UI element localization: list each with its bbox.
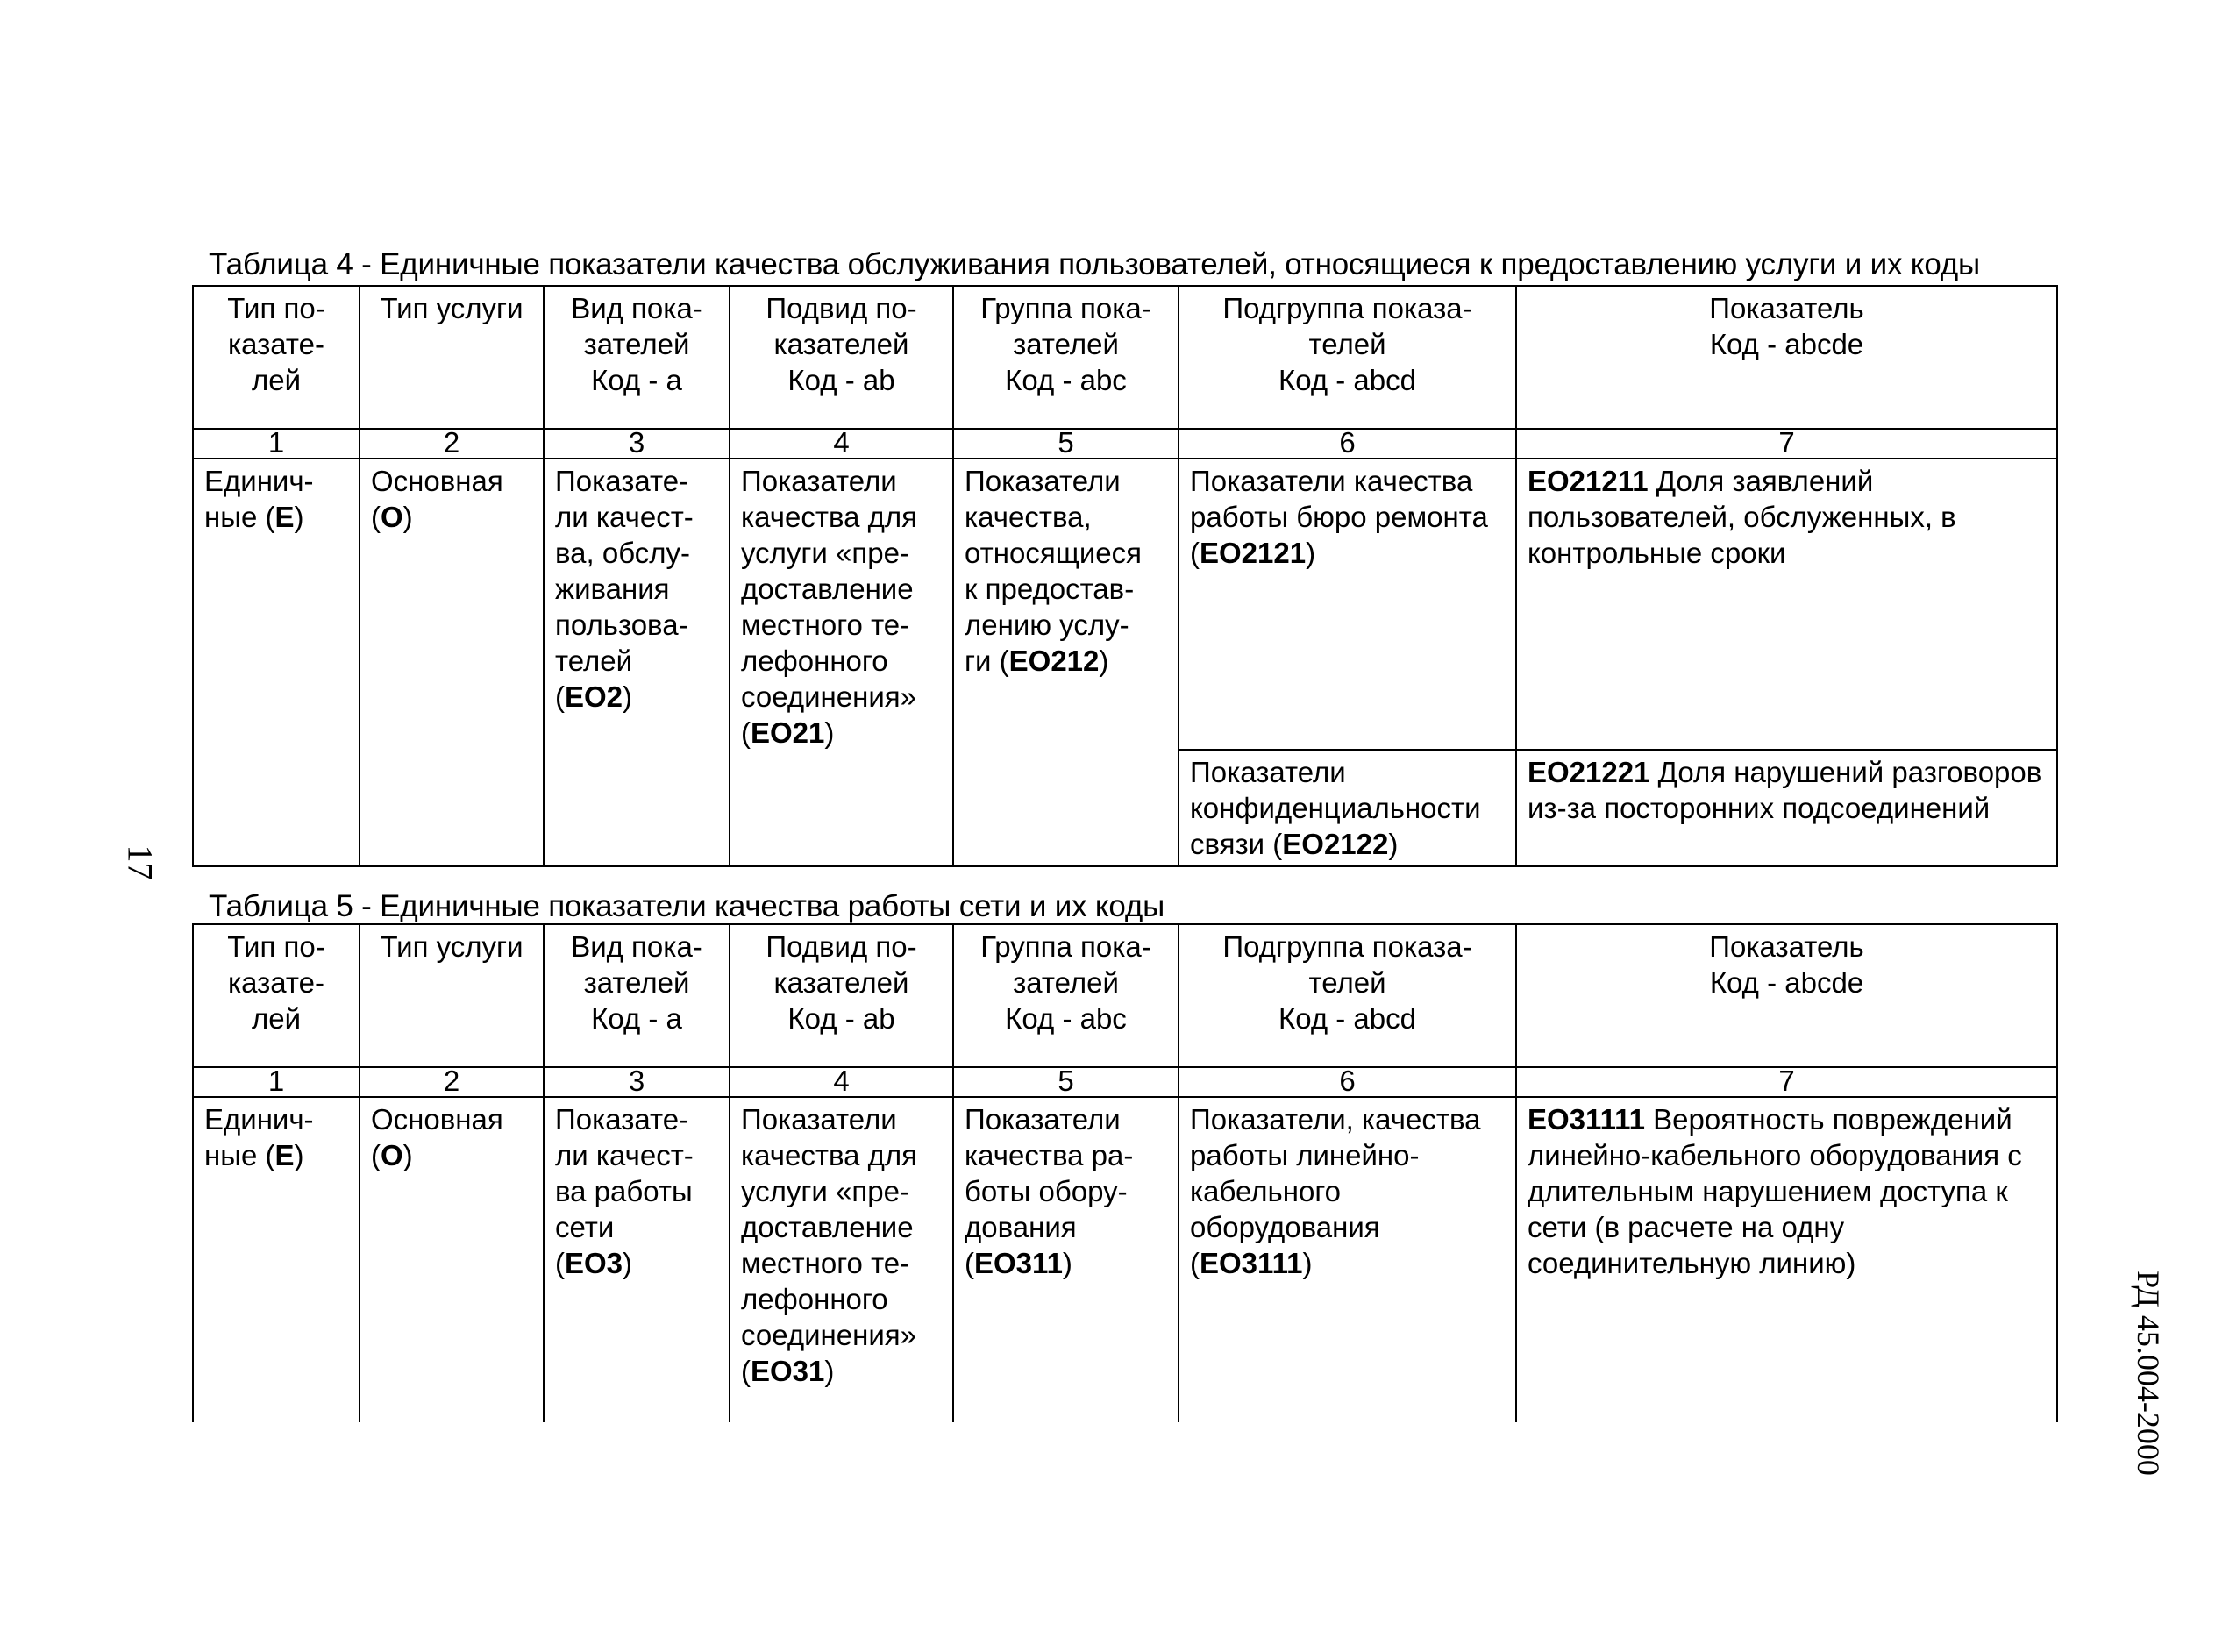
table4-header-cell: Подвид по- казателей Код - ab [730, 286, 953, 429]
column-number: 6 [1179, 1067, 1516, 1097]
column-number: 2 [360, 429, 544, 459]
table5-number-row [193, 1067, 2057, 1097]
indicator-subgroup-cell: Показатели качества работы бюро ремонта (ЕО2121) [1179, 459, 1516, 750]
table5 [192, 923, 2058, 1422]
column-number: 3 [544, 429, 730, 459]
table5-header-cell: Тип по- казате- лей [193, 924, 360, 1067]
column-number: 7 [1516, 429, 2057, 459]
column-number: 6 [1179, 429, 1516, 459]
document-code: РД 45.004-2000 [2131, 1271, 2166, 1476]
table4-header-row [193, 286, 2057, 429]
table4-header-cell: Группа пока- зателей Код - abc [953, 286, 1179, 429]
indicator-group-cell: Показатели качества, относящиеся к предостав- лению услу- ги (ЕО212) [953, 459, 1179, 866]
indicator-subkind-cell: Показатели качества для услуги «пре- доставление местного те- лефонного соединения» (ЕО21) [730, 459, 953, 866]
table4-header-cell: Показатель Код - abcde [1516, 286, 2057, 429]
column-number: 1 [193, 1067, 360, 1097]
table5-header-cell: Подвид по- казателей Код - ab [730, 924, 953, 1067]
indicator-subkind-cell: Показатели качества для услуги «пре- доставление местного те- лефонного соединения» (ЕО31) [730, 1097, 953, 1422]
indicator-kind-cell: Показате- ли качест- ва работы сети (ЕО3) [544, 1097, 730, 1422]
column-number: 4 [730, 429, 953, 459]
indicator-group-cell: Показатели качества ра- боты обору- дования (ЕО311) [953, 1097, 1179, 1422]
table4-caption: Таблица 4 - Единичные показатели качества обслуживания пользователей, относящиеся к предоставлению услуги и их коды [209, 247, 1980, 281]
indicator-cell: ЕО21221 Доля нарушений разговоров из-за посторонних подсоединений [1516, 750, 2057, 866]
indicator-subgroup-cell: Показатели конфиденциальности связи (ЕО2122) [1179, 750, 1516, 866]
column-number: 5 [953, 1067, 1179, 1097]
table5-caption: Таблица 5 - Единичные показатели качества работы сети и их коды [209, 889, 1165, 923]
table4 [192, 285, 2058, 867]
indicator-kind-cell: Показате- ли качест- ва, обслу- живания пользова- телей (ЕО2) [544, 459, 730, 866]
table4-header-cell: Тип по- казате- лей [193, 286, 360, 429]
table4-data-row [193, 459, 2057, 750]
indicator-cell: ЕО31111 Вероятность повреждений линейно-кабельного оборудования с длительным нарушением доступа к сети (в расчете на одну соединительную линию) [1516, 1097, 2057, 1422]
page-number: 17 [120, 844, 160, 880]
indicator-cell: ЕО21211 Доля заявлений пользователей, обслуженных, в контрольные сроки [1516, 459, 2057, 750]
table4-header-cell: Подгруппа показа- телей Код - abcd [1179, 286, 1516, 429]
indicator-type-cell: Единич- ные (Е) [193, 459, 360, 866]
table5-data-row [193, 1097, 2057, 1422]
table5-header-cell: Тип услуги [360, 924, 544, 1067]
column-number: 3 [544, 1067, 730, 1097]
column-number: 5 [953, 429, 1179, 459]
table4-header-cell: Вид пока- зателей Код - a [544, 286, 730, 429]
column-number: 7 [1516, 1067, 2057, 1097]
table4-header-cell: Тип услуги [360, 286, 544, 429]
table5-header-cell: Вид пока- зателей Код - a [544, 924, 730, 1067]
column-number: 4 [730, 1067, 953, 1097]
service-type-cell: Основная (О) [360, 459, 544, 866]
table4-number-row [193, 429, 2057, 459]
table5-header-cell: Группа пока- зателей Код - abc [953, 924, 1179, 1067]
column-number: 2 [360, 1067, 544, 1097]
table5-header-cell: Показатель Код - abcde [1516, 924, 2057, 1067]
column-number: 1 [193, 429, 360, 459]
indicator-type-cell: Единич- ные (Е) [193, 1097, 360, 1422]
service-type-cell: Основная (О) [360, 1097, 544, 1422]
indicator-subgroup-cell: Показатели, качества работы линейно-кабельного оборудования (ЕО3111) [1179, 1097, 1516, 1422]
table5-header-cell: Подгруппа показа- телей Код - abcd [1179, 924, 1516, 1067]
table5-header-row [193, 924, 2057, 1067]
